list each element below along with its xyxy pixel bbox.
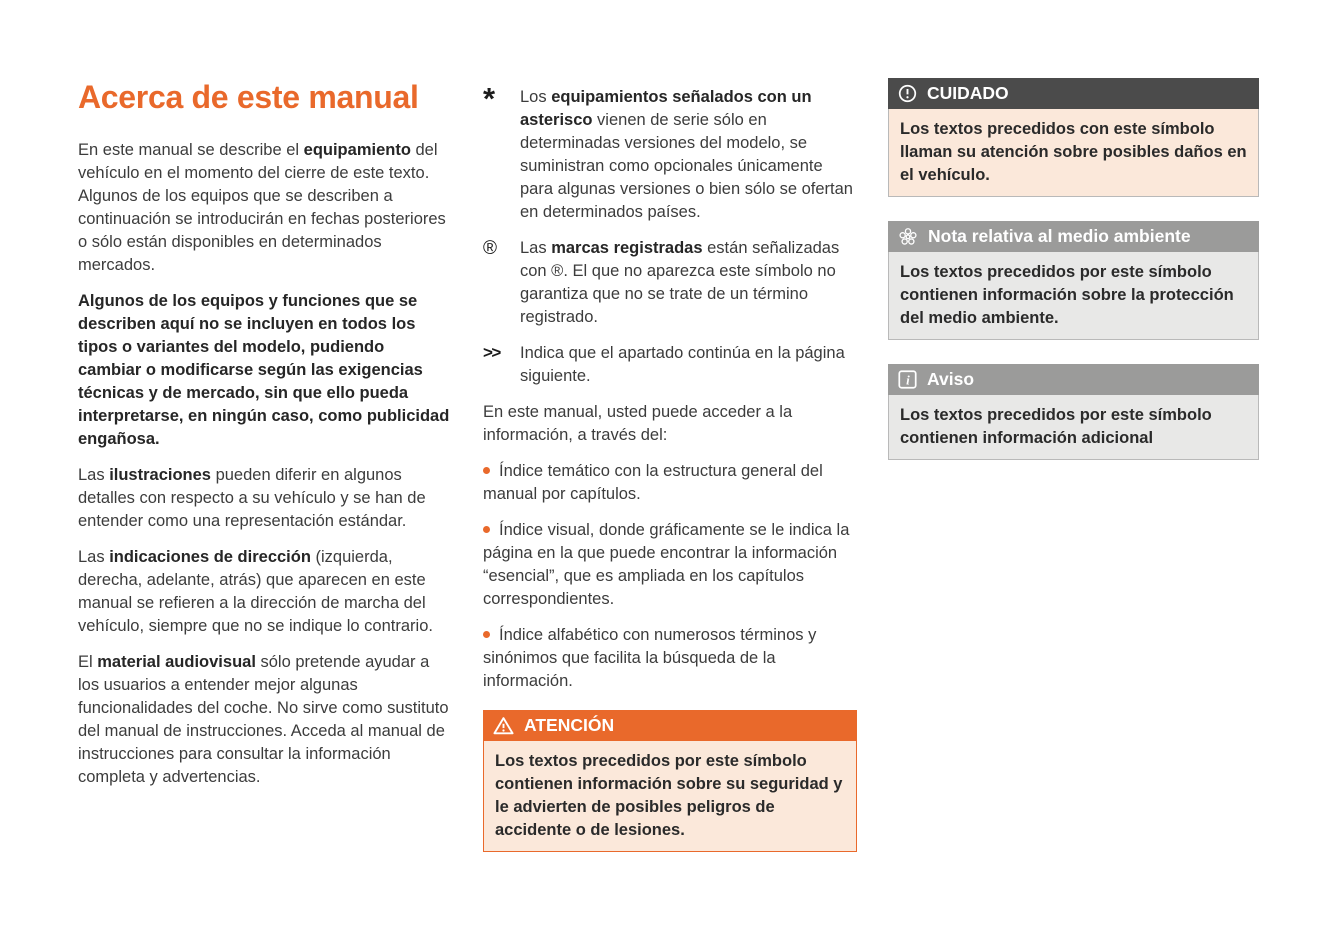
symbol-item-registered xyxy=(483,237,857,329)
environment-note-box-body: Los textos precedidos por este símbolo contienen información sobre la protección del medio ambiente. xyxy=(888,252,1259,340)
right-column xyxy=(888,78,1259,484)
list-item-text: Índice alfabético con numerosos términos y sinónimos que facilita la búsqueda de la información. xyxy=(483,626,817,690)
cuidado-box-title: CUIDADO xyxy=(927,83,1009,103)
list-item-indice-tematico xyxy=(483,460,857,506)
svg-text:i: i xyxy=(906,372,910,388)
symbol-item-text: Indica que el apartado continúa en la página siguiente. xyxy=(520,344,845,385)
attention-box xyxy=(483,710,857,852)
access-intro-paragraph: En este manual, usted puede acceder a la información, a través del: xyxy=(483,403,793,444)
middle-column xyxy=(483,81,857,852)
list-item-text: Índice temático con la estructura general del manual por capítulos. xyxy=(483,462,823,503)
flower-icon xyxy=(898,227,918,247)
environment-note-box xyxy=(888,221,1259,340)
paragraph-equipamiento: En este manual se describe el equipamiento del vehículo en el momento del cierre de este texto. Algunos de los equipos que se describen a continuación se introducirán en fechas posteriores o sólo están disponibles en determinados mercados. xyxy=(78,141,446,274)
symbol-item-text: Las marcas registradas están señalizadas con ®. El que no aparezca este símbolo no garantiza que no se trate de un término registrado. xyxy=(520,239,840,326)
symbol-item-asterisk xyxy=(483,81,857,224)
registered-trademark-icon: ® xyxy=(483,238,497,259)
attention-box-body: Los textos precedidos por este símbolo contienen información sobre su seguridad y le advierten de posibles peligros de accidente o de lesiones. xyxy=(483,741,857,852)
attention-box-title: ATENCIÓN xyxy=(524,715,615,735)
bullet-icon xyxy=(483,631,490,638)
warning-triangle-icon xyxy=(493,716,514,735)
cuidado-box-body: Los textos precedidos con este símbolo llaman su atención sobre posibles daños en el vehículo. xyxy=(888,109,1259,197)
cuidado-box xyxy=(888,78,1259,197)
list-item-indice-alfabetico xyxy=(483,624,857,693)
aviso-box xyxy=(888,364,1259,460)
attention-box-header xyxy=(483,710,857,741)
aviso-box-title: Aviso xyxy=(927,369,975,389)
left-column xyxy=(78,80,452,789)
list-item-text: Índice visual, donde gráficamente se le indica la página en la que puede encontrar la información “esencial”, que es ampliada en los capítulos correspondientes. xyxy=(483,521,850,608)
symbol-item-text: Los equipamientos señalados con un asterisco vienen de serie sólo en determinadas versiones del modelo, se suministran como opcionales únicamente para algunas versiones o bien sólo se ofertan en determinados países. xyxy=(520,88,853,221)
symbol-item-continuation xyxy=(483,342,857,388)
asterisk-icon: * xyxy=(483,81,496,116)
cuidado-box-header xyxy=(888,78,1259,109)
bullet-icon xyxy=(483,526,490,533)
paragraph-ilustraciones: Las ilustraciones pueden diferir en algunos detalles con respecto a su vehículo y se han de entender como una representación estándar. xyxy=(78,466,426,530)
environment-note-box-header xyxy=(888,221,1259,252)
info-square-icon xyxy=(898,370,917,389)
paragraph-disclaimer: Algunos de los equipos y funciones que se describen aquí no se incluyen en todos los tipos o variantes del modelo, pudiendo cambiar o modificarse según las exigencias técnicas y de mercado, sin que ello pueda interpretarse, en ningún caso, como publicidad engañosa. xyxy=(78,292,450,448)
exclamation-circle-icon xyxy=(898,84,917,103)
bullet-icon xyxy=(483,467,490,474)
double-chevron-icon: >> xyxy=(483,343,500,362)
list-item-indice-visual xyxy=(483,519,857,611)
paragraph-indicaciones-direccion: Las indicaciones de dirección (izquierda, derecha, adelante, atrás) que aparecen en este manual se refieren a la dirección de marcha del vehículo, siempre que no se indique lo contrario. xyxy=(78,548,433,635)
page-title: Acerca de este manual xyxy=(78,79,419,115)
aviso-box-header xyxy=(888,364,1259,395)
environment-note-box-title: Nota relativa al medio ambiente xyxy=(928,226,1191,246)
paragraph-material-audiovisual: El material audiovisual sólo pretende ayudar a los usuarios a entender mejor algunas funcionalidades del coche. No sirve como sustituto del manual de instrucciones. Acceda al manual de instrucciones para consultar la información completa y advertencias. xyxy=(78,653,449,786)
aviso-box-body: Los textos precedidos por este símbolo contienen información adicional xyxy=(888,395,1259,460)
